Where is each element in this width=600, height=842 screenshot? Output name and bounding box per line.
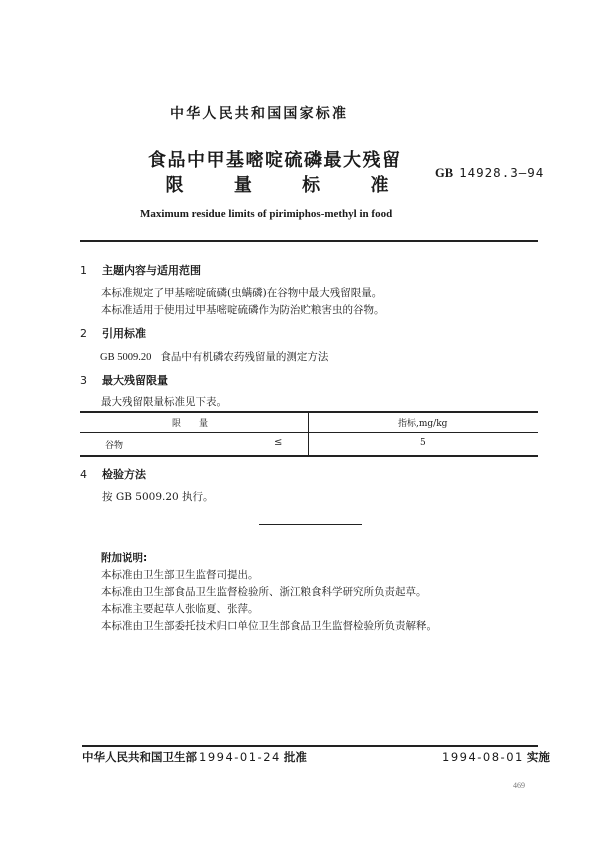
title-char: 量 — [233, 175, 252, 196]
table-header-limit: 限 量 — [172, 419, 209, 429]
notes-heading: 附加说明: — [101, 552, 148, 564]
section-4-heading — [80, 466, 146, 482]
effective-statement — [442, 749, 550, 765]
table-bottom-rule — [80, 455, 538, 457]
section-number: 1 — [80, 264, 87, 277]
table-cell-operator: ≤ — [274, 437, 283, 448]
section-3-paragraph: 最大残留限量标准见下表。 — [101, 396, 227, 408]
section-1-heading — [80, 262, 201, 278]
approval-date: 1994-01-24 — [199, 750, 281, 764]
table-header-rule — [80, 432, 538, 433]
table-header-index: 指标,mg/kg — [398, 419, 448, 429]
note-line: 本标准由卫生部食品卫生监督检验所、浙江粮食科学研究所负责起草。 — [101, 586, 427, 598]
section-2-heading — [80, 325, 146, 341]
table-column-divider — [308, 411, 309, 456]
reference-title: 食品中有机磷农药残留量的测定方法 — [160, 351, 329, 363]
effective-date: 1994-08-01 — [442, 750, 524, 764]
note-line: 本标准由卫生部卫生监督司提出。 — [101, 569, 259, 581]
table-top-rule — [80, 411, 538, 413]
section-title: 检验方法 — [102, 468, 146, 481]
section-number: 3 — [80, 374, 87, 387]
document-title-line1: 食品中甲基嘧啶硫磷最大残留 — [148, 150, 402, 171]
title-char: 限 — [165, 175, 184, 196]
section-4-paragraph: 按 GB 5009.20 执行。 — [102, 491, 214, 503]
content-end-separator — [259, 524, 362, 525]
standard-number: 14928.3—94 — [459, 165, 545, 180]
section-1-paragraph: 本标准规定了甲基嘧啶硫磷(虫螨磷)在谷物中最大残留限量。 — [101, 287, 383, 299]
section-title: 最大残留限量 — [102, 374, 168, 387]
section-title: 引用标准 — [102, 327, 146, 340]
section-1-paragraph: 本标准适用于使用过甲基嘧啶硫磷作为防治贮粮害虫的谷物。 — [101, 304, 385, 316]
table-cell-item: 谷物 — [105, 441, 124, 451]
section-number: 2 — [80, 327, 87, 340]
effective-suffix: 实施 — [526, 750, 550, 764]
standard-code — [435, 165, 544, 181]
note-line: 本标准由卫生部委托技术归口单位卫生部食品卫生监督检验所负责解释。 — [101, 620, 437, 632]
title-char: 标 — [302, 175, 321, 196]
table-cell-value: 5 — [420, 438, 426, 448]
title-char: 准 — [370, 175, 389, 196]
section-number: 4 — [80, 468, 87, 481]
reference-standard — [100, 349, 328, 364]
approval-statement — [82, 749, 307, 765]
page-number: 469 — [513, 781, 525, 790]
header-divider — [80, 240, 538, 242]
approving-authority: 中华人民共和国卫生部 — [82, 750, 197, 764]
section-3-heading — [80, 372, 168, 388]
section-title: 主题内容与适用范围 — [102, 264, 201, 277]
footer-rule — [82, 745, 538, 747]
standard-prefix: GB — [435, 166, 454, 180]
national-standard-header: 中华人民共和国国家标准 — [170, 106, 349, 122]
approval-suffix: 批准 — [283, 750, 307, 764]
reference-code: GB 5009.20 — [100, 352, 152, 363]
document-title-line2 — [162, 171, 392, 197]
english-title: Maximum residue limits of pirimiphos-methyl in food — [140, 208, 393, 220]
note-line: 本标准主要起草人张临夏、张萍。 — [101, 603, 259, 615]
